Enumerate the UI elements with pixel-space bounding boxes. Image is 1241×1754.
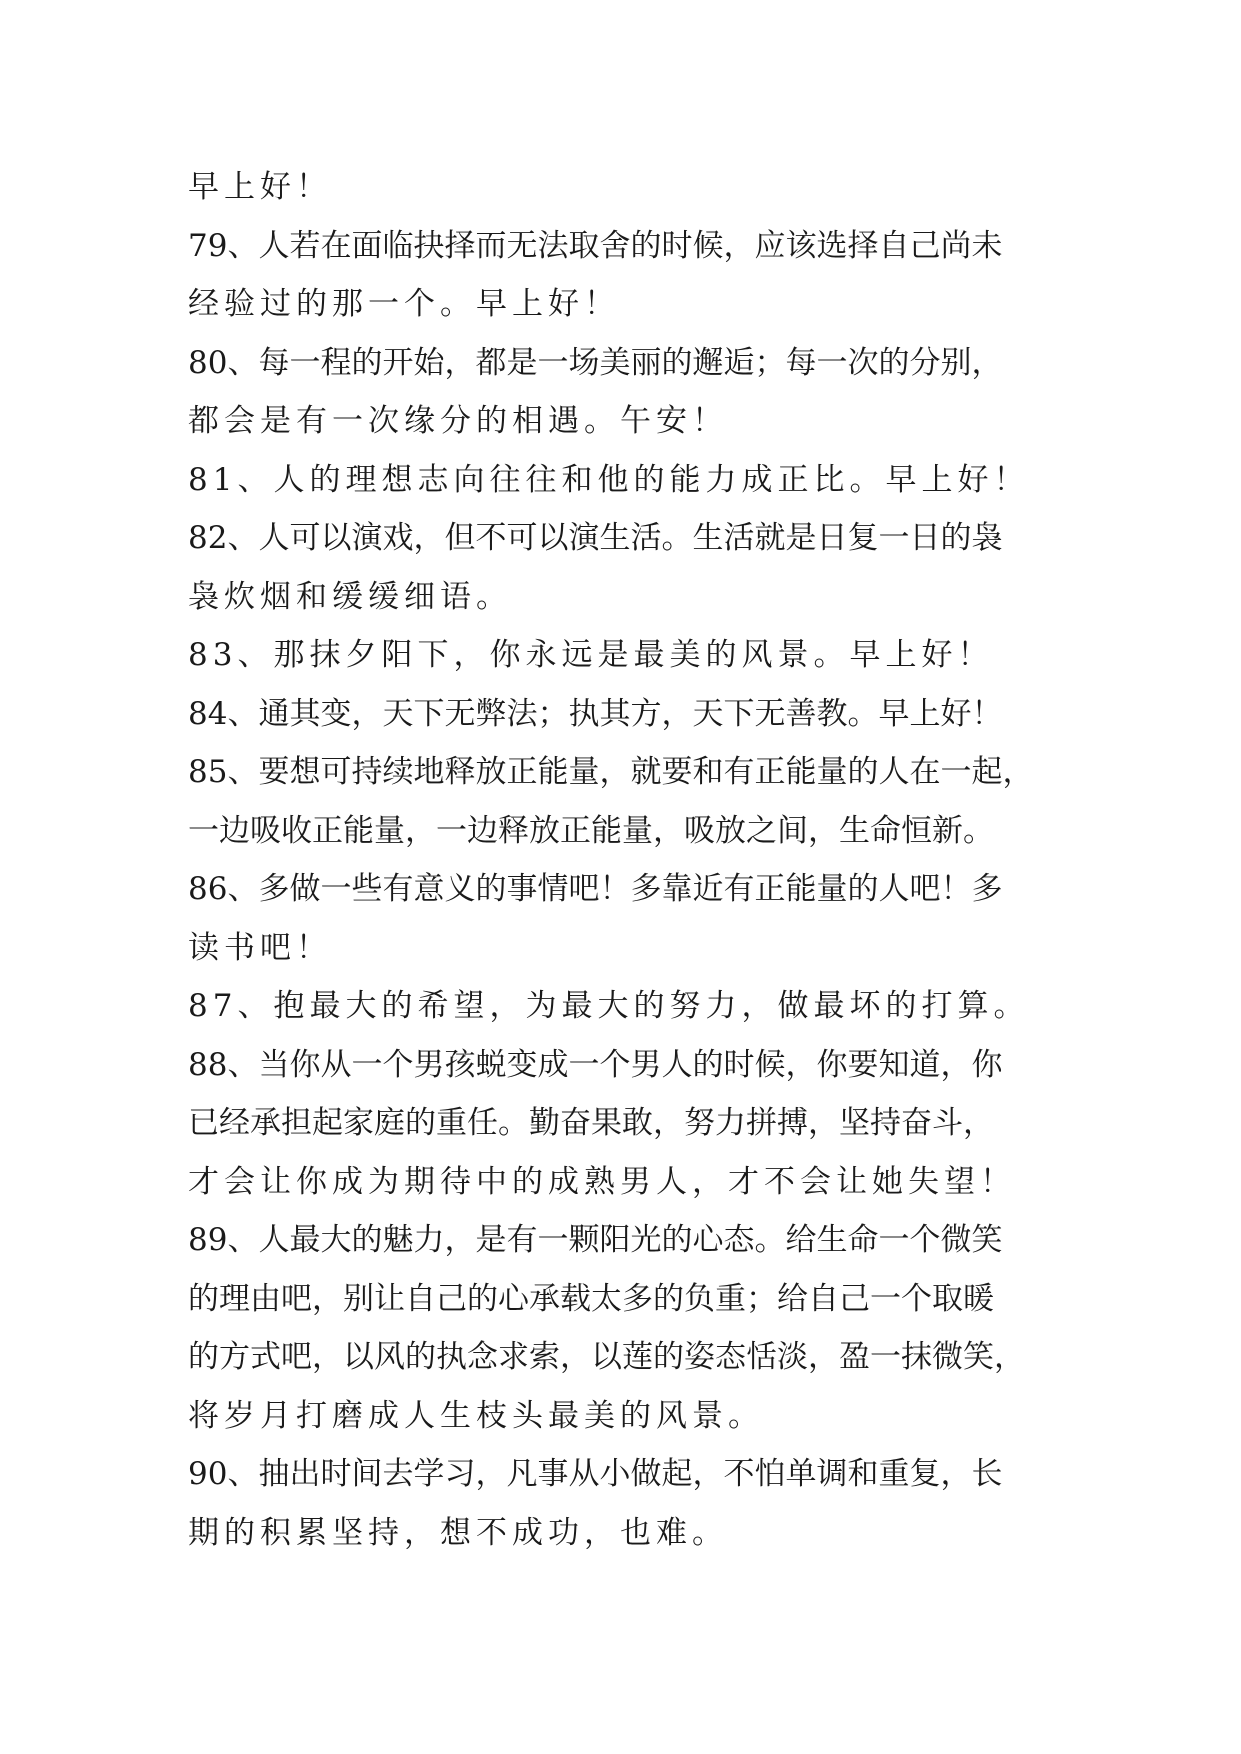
text-line: 82、人可以演戏，但不可以演生活。生活就是日复一日的袅 <box>188 520 1003 556</box>
text-line: 一边吸收正能量，一边释放正能量，吸放之间，生命恒新。 <box>188 812 994 849</box>
text-line: 将岁月打磨成人生枝头最美的风景。 <box>188 1397 764 1434</box>
text-line: 83、那抹夕阳下，你永远是最美的风景。早上好！ <box>188 637 994 673</box>
document-body <box>188 158 1073 1562</box>
text-line: 都会是有一次缘分的相遇。午安！ <box>188 403 728 439</box>
text-line: 81、人的理想志向往往和他的能力成正比。早上好！ <box>188 461 1030 498</box>
text-line: 读书吧！ <box>188 929 332 966</box>
text-line: 79、人若在面临抉择而无法取舍的时候，应该选择自己尚未 <box>188 227 1003 264</box>
text-line: 的方式吧，以风的执念求索，以莲的姿态恬淡，盈一抹微笑， <box>188 1339 1025 1375</box>
text-line: 早上好！ <box>188 169 332 205</box>
text-line: 86、多做一些有意义的事情吧！多靠近有正能量的人吧！多 <box>188 871 1003 907</box>
text-line: 的理由吧，别让自己的心承载太多的负重；给自己一个取暖 <box>188 1280 994 1317</box>
text-line: 84、通其变，天下无弊法；执其方，天下无善教。早上好！ <box>188 695 1003 732</box>
text-line: 88、当你从一个男孩蜕变成一个男人的时候，你要知道，你 <box>188 1046 1003 1083</box>
text-line: 90、抽出时间去学习，凡事从小做起，不怕单调和重复，长 <box>188 1456 1003 1492</box>
text-line: 才会让你成为期待中的成熟男人，才不会让她失望！ <box>188 1163 1016 1200</box>
text-line: 已经承担起家庭的重任。勤奋果敢，努力拼搏，坚持奋斗， <box>188 1105 994 1141</box>
text-line: 87、抱最大的希望，为最大的努力，做最坏的打算。 <box>188 988 1030 1024</box>
text-line: 期的积累坚持，想不成功，也难。 <box>188 1514 728 1551</box>
text-line: 80、每一程的开始，都是一场美丽的邂逅；每一次的分别， <box>188 344 1003 381</box>
text-line: 袅炊烟和缓缓细语。 <box>188 578 512 615</box>
text-line: 89、人最大的魅力，是有一颗阳光的心态。给生命一个微笑 <box>188 1222 1003 1258</box>
text-line: 经验过的那一个。早上好！ <box>188 286 620 322</box>
text-line: 85、要想可持续地释放正能量，就要和有正能量的人在一起， <box>188 754 1034 790</box>
